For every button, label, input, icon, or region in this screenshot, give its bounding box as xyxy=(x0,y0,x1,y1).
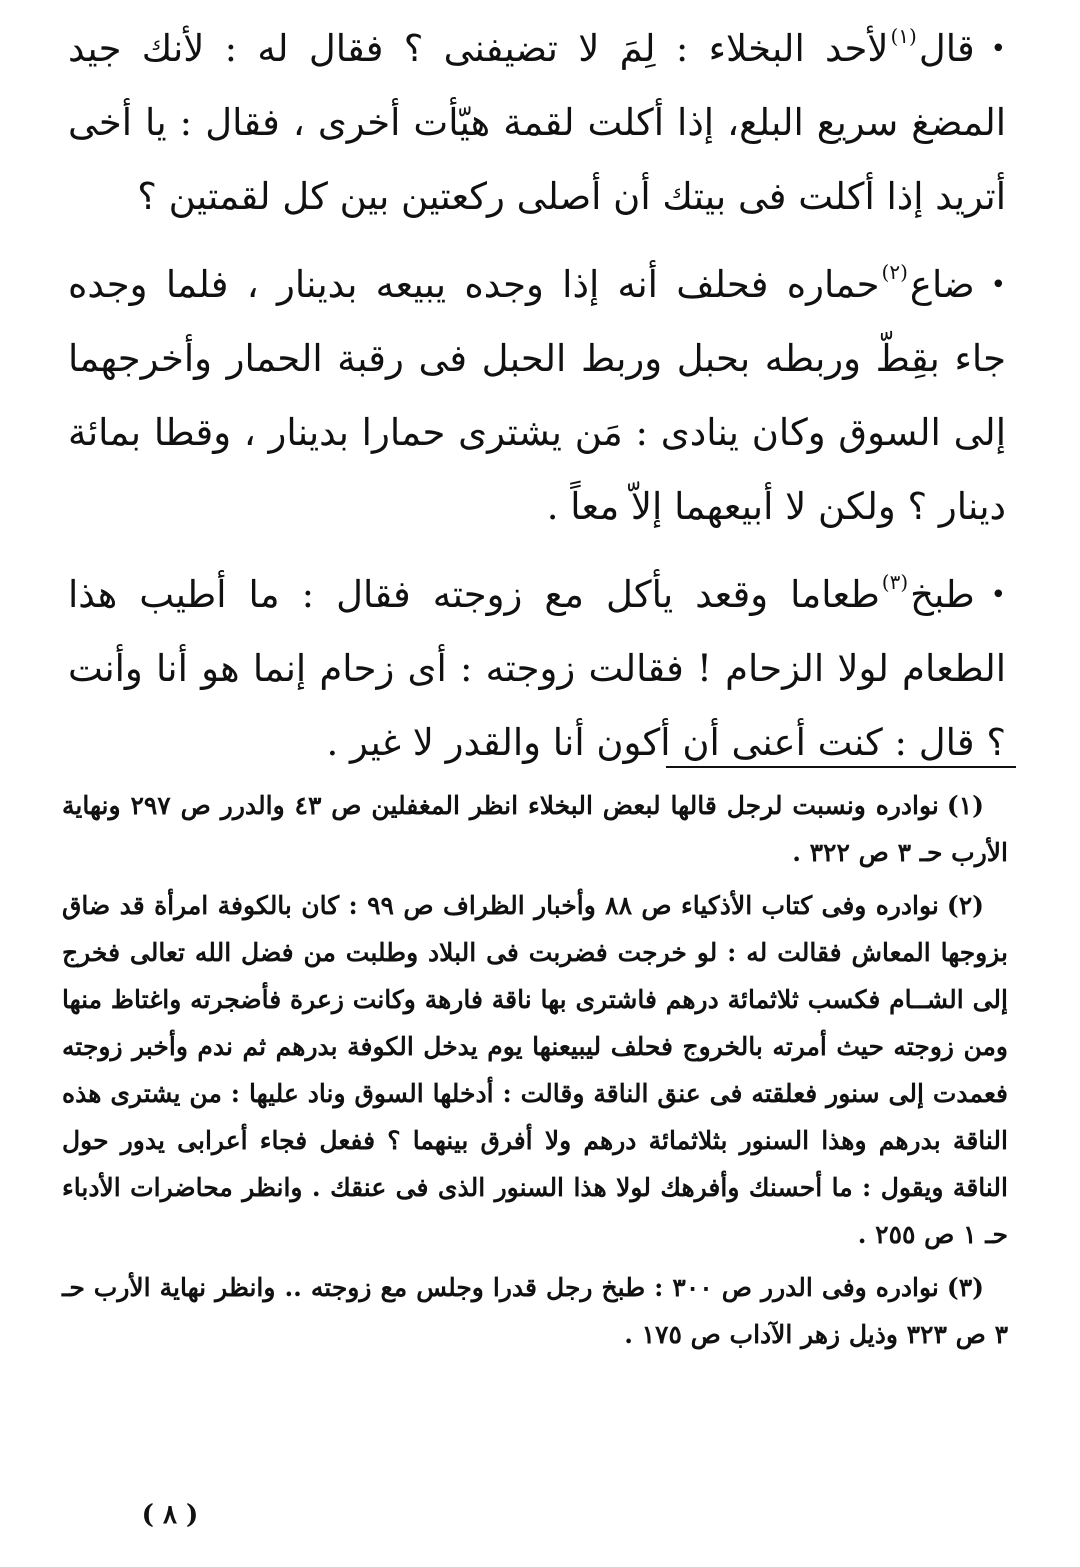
footnote-number: (١) xyxy=(946,791,984,820)
anecdote-lead: طبخ xyxy=(910,573,975,616)
footnote-text: نوادره وفى كتاب الأذكياء ص ٨٨ وأخبار الظراف ص ٩٩ : كان بالكوفة امرأة قد ضاق بزوجها المعاش فقالت له : لو خرجت فضربت فى البلاد وطلبت من فضل الله تعالى فخرج إلى الشــام فكسب ثلاثمائة درهم فاشترى بها ناقة فارهة وكانت زعرة فأضجرته واغتاظ منها ومن زوجته حيث أمرته بالخروج فحلف ليبيعنها يوم يدخل الكوفة بدرهم ثم ندم وأخبر زوجته فعمدت إلى سنور فعلقته فى عنق الناقة وقالت : أدخلها السوق وناد عليها : من يشترى هذه الناقة بدرهم وهذا السنور بثلاثمائة درهم ولا أفرق بينهما ؟ ففعل فجاء أعرابى يدور حول الناقة ويقول : ما أحسنك وأفرهك لولا هذا السنور الذى فى عنقك . وانظر محاضرات الأدباء حـ ١ ص ٢٥٥ . xyxy=(62,891,1008,1249)
anecdote-lead: قال xyxy=(918,27,975,70)
footnote-text: نوادره وفى الدرر ص ٣٠٠ : طبخ رجل قدرا وجلس مع زوجته .. وانظر نهاية الأرب حـ ٣ ص ٣٢٣ وذيل زهر الآداب ص ١٧٥ . xyxy=(62,1273,1008,1349)
anecdote-text: حماره فحلف أنه إذا وجده يبيعه بدينار ، فلما وجده جاء بقِطّ وربطه بحبل وربط الحبل فى رقبة الحمار وأخرجهما إلى السوق وكان ينادى : مَن يشترى حمارا بدينار ، وقطا بمائة دينار ؟ ولكن لا أبيعهما إلاّ معاً . xyxy=(68,263,1006,528)
footnote-number: (٢) xyxy=(946,891,984,920)
anecdote-1 xyxy=(68,12,1006,234)
main-text xyxy=(68,12,1006,794)
footnote-1 xyxy=(62,782,1008,876)
footnote-text: نوادره ونسبت لرجل قالها لبعض البخلاء انظر المغفلين ص ٤٣ والدرر ص ٢٩٧ ونهاية الأرب حـ ٣ ص ٣٢٢ . xyxy=(62,791,1008,867)
footnote-divider xyxy=(666,766,1016,768)
footnote-3 xyxy=(62,1264,1008,1358)
footnotes xyxy=(62,782,1008,1364)
footnote-2 xyxy=(62,882,1008,1258)
footnote-ref-3[interactable]: (٣) xyxy=(881,570,909,594)
bullet-icon: • xyxy=(990,580,1006,610)
anecdote-lead: ضاع xyxy=(909,263,975,306)
anecdote-text: طعاما وقعد يأكل مع زوجته فقال : ما أطيب هذا الطعام لولا الزحام ! فقالت زوجته : أى زحام إنما هو أنا وأنت ؟ قال : كنت أعنى أن أكون أنا والقدر لا غير . xyxy=(68,573,1006,764)
anecdote-2 xyxy=(68,248,1006,544)
anecdote-3 xyxy=(68,558,1006,780)
page-number: ( ٨ ) xyxy=(141,1500,199,1530)
footnote-ref-1[interactable]: (١) xyxy=(890,24,917,48)
footnote-number: (٣) xyxy=(946,1273,984,1302)
footnote-ref-2[interactable]: (٢) xyxy=(881,260,908,284)
bullet-icon: • xyxy=(990,34,1006,64)
bullet-icon: • xyxy=(990,270,1006,300)
anecdote-text: لأحد البخلاء : لِمَ لا تضيفنى ؟ فقال له : لأنك جيد المضغ سريع البلع، إذا أكلت لقمة هيّأت أخرى ، فقال : يا أخى أتريد إذا أكلت فى بيتك أن أصلى ركعتين بين كل لقمتين ؟ xyxy=(68,27,1006,218)
